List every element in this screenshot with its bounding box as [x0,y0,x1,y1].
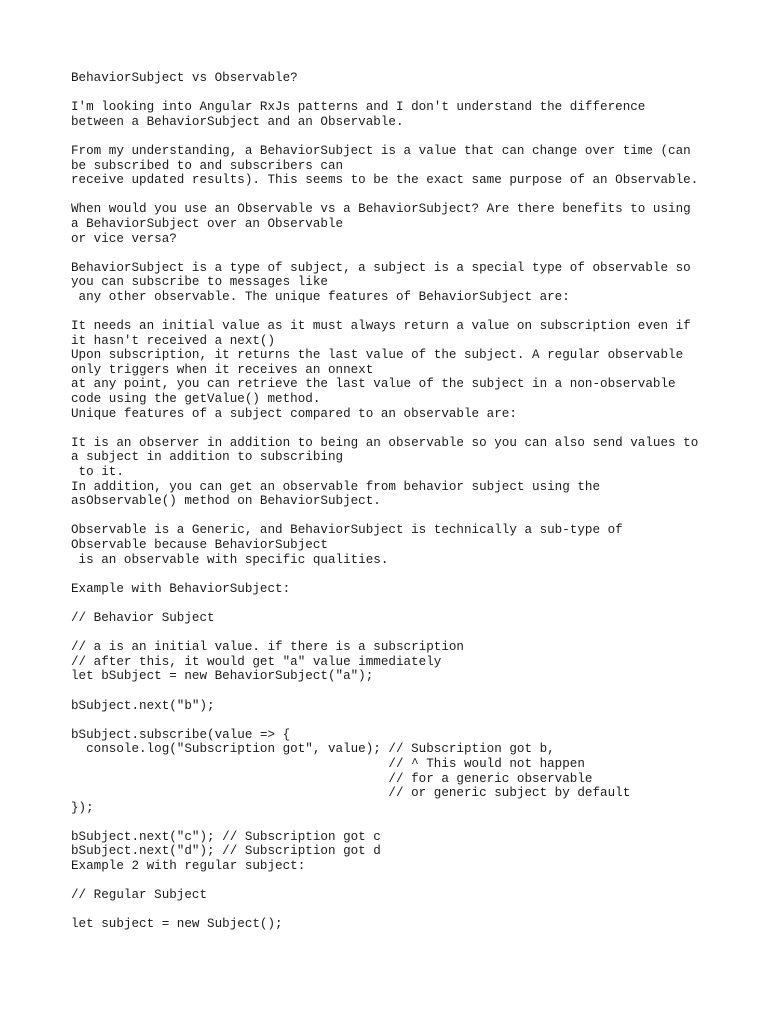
text-line: is an observable with specific qualities. [71,552,389,567]
text-line: In addition, you can get an observable from behavior subject using the [71,479,601,494]
text-line: It is an observer in addition to being an observable so you can also send values to [71,435,699,450]
blank-line [71,626,751,641]
blank-line [71,86,751,101]
text-line: From my understanding, a BehaviorSubject is a value that can change over time (can [71,143,691,158]
blank-line [71,509,751,524]
code-comment: // for a generic observable [71,771,593,786]
text-line: only triggers when it receives an onnext [71,362,374,377]
text-line: BehaviorSubject is a type of subject, a subject is a special type of observable so [71,260,691,275]
text-line: a subject in addition to subscribing [71,450,344,465]
text-line: code using the getValue() method. [71,392,321,407]
document-page [71,71,751,932]
text-line: Unique features of a subject compared to an observable are: [71,406,517,421]
blank-line [71,246,751,261]
text-line: Example 2 with regular subject: [71,859,306,874]
text-line: at any point, you can retrieve the last value of the subject in a non-observable [71,377,676,392]
text-line: Observable because BehaviorSubject [71,538,328,552]
blank-line [71,129,751,144]
text-line: to it. [71,465,124,480]
text-line: I'm looking into Angular RxJs patterns and I don't understand the difference [71,100,646,115]
code-comment: // Behavior Subject [71,610,215,625]
blank-line [71,815,751,830]
code-comment: // Regular Subject [71,888,208,903]
text-line: or vice versa? [71,231,177,246]
text-line: It needs an initial value as it must always return a value on subscription even if [71,319,691,334]
code-comment: // after this, it would get "a" value immediately [71,654,442,669]
doc-title: BehaviorSubject vs Observable? [71,71,298,85]
text-line: Example with BehaviorSubject: [71,581,291,596]
blank-line [71,188,751,203]
code-line: let subject = new Subject(); [71,917,283,932]
text-line: receive updated results). This seems to be the exact same purpose of an Observable. [71,173,699,188]
blank-line [71,567,751,582]
blank-line [71,596,751,611]
text-line: between a BehaviorSubject and an Observable. [71,114,404,129]
text-line: any other observable. The unique features of BehaviorSubject are: [71,289,570,304]
code-comment: // a is an initial value. if there is a subscription [71,640,464,655]
text-line: be subscribed to and subscribers can [71,158,344,173]
blank-line [71,305,751,320]
code-comment: // ^ This would not happen [71,756,585,771]
code-line: bSubject.subscribe(value => { [71,727,291,742]
text-line: you can subscribe to messages like [71,275,328,290]
blank-line [71,874,751,889]
text-line: Observable is a Generic, and BehaviorSubject is technically a sub-type of [71,523,623,538]
text-line: When would you use an Observable vs a BehaviorSubject? Are there benefits to using [71,202,691,217]
code-line: console.log("Subscription got", value); // Subscription got b, [71,742,555,757]
blank-line [71,903,751,918]
code-line: bSubject.next("d"); // Subscription got d [71,844,381,859]
text-line: Upon subscription, it returns the last value of the subject. A regular observable [71,348,684,363]
code-line: bSubject.next("b"); [71,698,215,713]
blank-line [71,421,751,436]
blank-line [71,684,751,699]
code-comment: // or generic subject by default [71,786,631,801]
blank-line [71,713,751,728]
text-line: asObservable() method on BehaviorSubject. [71,494,381,509]
code-line: let bSubject = new BehaviorSubject("a"); [71,669,374,684]
code-line: }); [71,800,94,815]
text-line: a BehaviorSubject over an Observable [71,216,344,231]
code-line: bSubject.next("c"); // Subscription got c [71,829,381,844]
text-line: it hasn't received a next() [71,333,276,348]
